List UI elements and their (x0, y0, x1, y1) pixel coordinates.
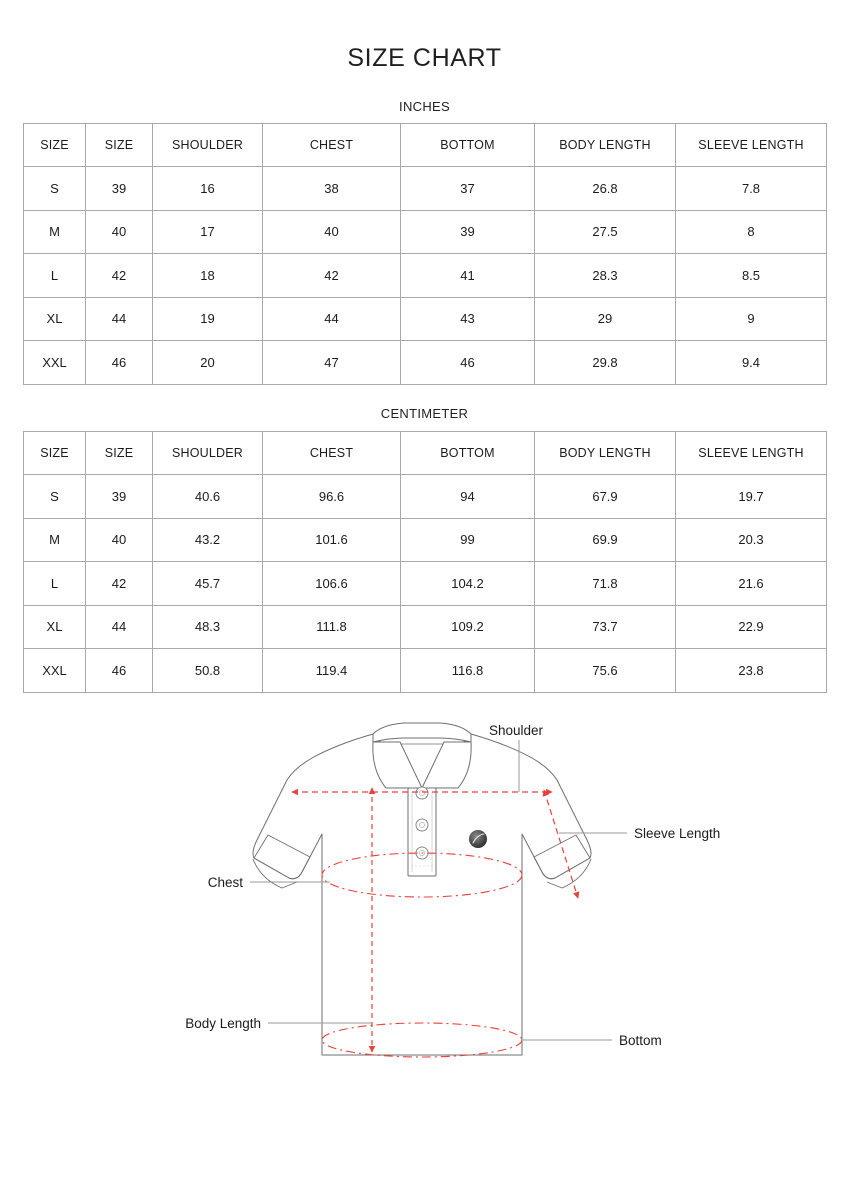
cell-bottom: 104.2 (401, 562, 535, 606)
cell-chest: 44 (263, 297, 401, 341)
cell-shoulder: 17 (153, 210, 263, 254)
cell-sleeve-length: 9 (676, 297, 827, 341)
cell-body-length: 75.6 (535, 649, 676, 693)
cell-body-length: 29 (535, 297, 676, 341)
label-body-length: Body Length (185, 1016, 261, 1031)
column-header-bottom: BOTTOM (401, 124, 535, 167)
column-header-sleeve-length: SLEEVE LENGTH (676, 124, 827, 167)
cell-sleeve-length: 7.8 (676, 167, 827, 211)
column-header-body-length: BODY LENGTH (535, 432, 676, 475)
cell-size-letter: L (24, 562, 86, 606)
cell-size-letter: XL (24, 605, 86, 649)
cell-sleeve-length: 21.6 (676, 562, 827, 606)
cell-size-letter: M (24, 210, 86, 254)
cell-sleeve-length: 22.9 (676, 605, 827, 649)
cell-size-letter: S (24, 167, 86, 211)
cell-body-length: 73.7 (535, 605, 676, 649)
cell-shoulder: 43.2 (153, 518, 263, 562)
cell-size-number: 44 (86, 297, 153, 341)
cell-sleeve-length: 20.3 (676, 518, 827, 562)
page-title: SIZE CHART (347, 44, 502, 72)
size-table-centimeter (23, 431, 827, 693)
cell-bottom: 41 (401, 254, 535, 298)
column-header-size-letter: SIZE (24, 432, 86, 475)
cell-size-letter: M (24, 518, 86, 562)
cell-body-length: 26.8 (535, 167, 676, 211)
cell-size-number: 42 (86, 562, 153, 606)
cell-size-number: 46 (86, 341, 153, 385)
cell-size-letter: XXL (24, 341, 86, 385)
cell-size-number: 40 (86, 518, 153, 562)
cell-chest: 111.8 (263, 605, 401, 649)
cell-body-length: 27.5 (535, 210, 676, 254)
cell-chest: 38 (263, 167, 401, 211)
cell-body-length: 71.8 (535, 562, 676, 606)
table-row (24, 518, 827, 562)
label-chest: Chest (207, 875, 243, 890)
cell-chest: 40 (263, 210, 401, 254)
cell-body-length: 29.8 (535, 341, 676, 385)
cell-shoulder: 20 (153, 341, 263, 385)
shirt-outline (253, 723, 591, 1055)
cell-bottom: 37 (401, 167, 535, 211)
table-row (24, 562, 827, 606)
cell-size-number: 46 (86, 649, 153, 693)
label-shoulder: Shoulder (489, 723, 544, 738)
column-header-chest: CHEST (263, 124, 401, 167)
cell-size-number: 40 (86, 210, 153, 254)
chest-logo-icon (469, 830, 487, 848)
shirt-body-path (253, 734, 591, 1055)
cell-shoulder: 16 (153, 167, 263, 211)
column-header-sleeve-length: SLEEVE LENGTH (676, 432, 827, 475)
cell-bottom: 46 (401, 341, 535, 385)
inches-table-caption: INCHES (399, 99, 450, 114)
table-row (24, 341, 827, 385)
cell-chest: 42 (263, 254, 401, 298)
cell-size-number: 44 (86, 605, 153, 649)
cell-bottom: 116.8 (401, 649, 535, 693)
cell-size-number: 42 (86, 254, 153, 298)
cell-shoulder: 19 (153, 297, 263, 341)
cell-bottom: 43 (401, 297, 535, 341)
cell-shoulder: 45.7 (153, 562, 263, 606)
cell-size-number: 39 (86, 167, 153, 211)
column-header-shoulder: SHOULDER (153, 432, 263, 475)
cell-body-length: 28.3 (535, 254, 676, 298)
table-row (24, 605, 827, 649)
cell-body-length: 67.9 (535, 475, 676, 519)
cell-size-letter: XXL (24, 649, 86, 693)
cell-body-length: 69.9 (535, 518, 676, 562)
cell-bottom: 39 (401, 210, 535, 254)
polo-shirt-measurement-diagram (0, 700, 849, 1130)
column-header-size-number: SIZE (86, 432, 153, 475)
cell-chest: 119.4 (263, 649, 401, 693)
cell-size-letter: S (24, 475, 86, 519)
table-row (24, 254, 827, 298)
label-bottom: Bottom (619, 1033, 662, 1048)
cell-chest: 47 (263, 341, 401, 385)
cell-size-letter: XL (24, 297, 86, 341)
cell-bottom: 109.2 (401, 605, 535, 649)
table-row (24, 210, 827, 254)
column-header-size-number: SIZE (86, 124, 153, 167)
cell-size-number: 39 (86, 475, 153, 519)
cell-shoulder: 48.3 (153, 605, 263, 649)
cell-sleeve-length: 9.4 (676, 341, 827, 385)
cell-chest: 96.6 (263, 475, 401, 519)
cell-chest: 106.6 (263, 562, 401, 606)
cell-bottom: 94 (401, 475, 535, 519)
cell-shoulder: 50.8 (153, 649, 263, 693)
cell-shoulder: 18 (153, 254, 263, 298)
table-row (24, 475, 827, 519)
table-row (24, 167, 827, 211)
centimeter-table-caption: CENTIMETER (380, 406, 469, 421)
cell-sleeve-length: 8 (676, 210, 827, 254)
column-header-body-length: BODY LENGTH (535, 124, 676, 167)
table-row (24, 297, 827, 341)
placket-buttons (416, 787, 428, 859)
cell-chest: 101.6 (263, 518, 401, 562)
cell-sleeve-length: 23.8 (676, 649, 827, 693)
cell-sleeve-length: 19.7 (676, 475, 827, 519)
button-icon-inner (419, 822, 424, 827)
column-header-chest: CHEST (263, 432, 401, 475)
button-icon-inner (419, 790, 424, 795)
label-sleeve-length: Sleeve Length (634, 826, 721, 841)
column-header-shoulder: SHOULDER (153, 124, 263, 167)
cell-shoulder: 40.6 (153, 475, 263, 519)
cell-size-letter: L (24, 254, 86, 298)
column-header-size-letter: SIZE (24, 124, 86, 167)
column-header-bottom: BOTTOM (401, 432, 535, 475)
table-row (24, 649, 827, 693)
cell-sleeve-length: 8.5 (676, 254, 827, 298)
size-table-inches (23, 123, 827, 385)
cell-bottom: 99 (401, 518, 535, 562)
table-header-row (24, 124, 827, 167)
table-header-row (24, 432, 827, 475)
shirt-collar (373, 723, 471, 742)
